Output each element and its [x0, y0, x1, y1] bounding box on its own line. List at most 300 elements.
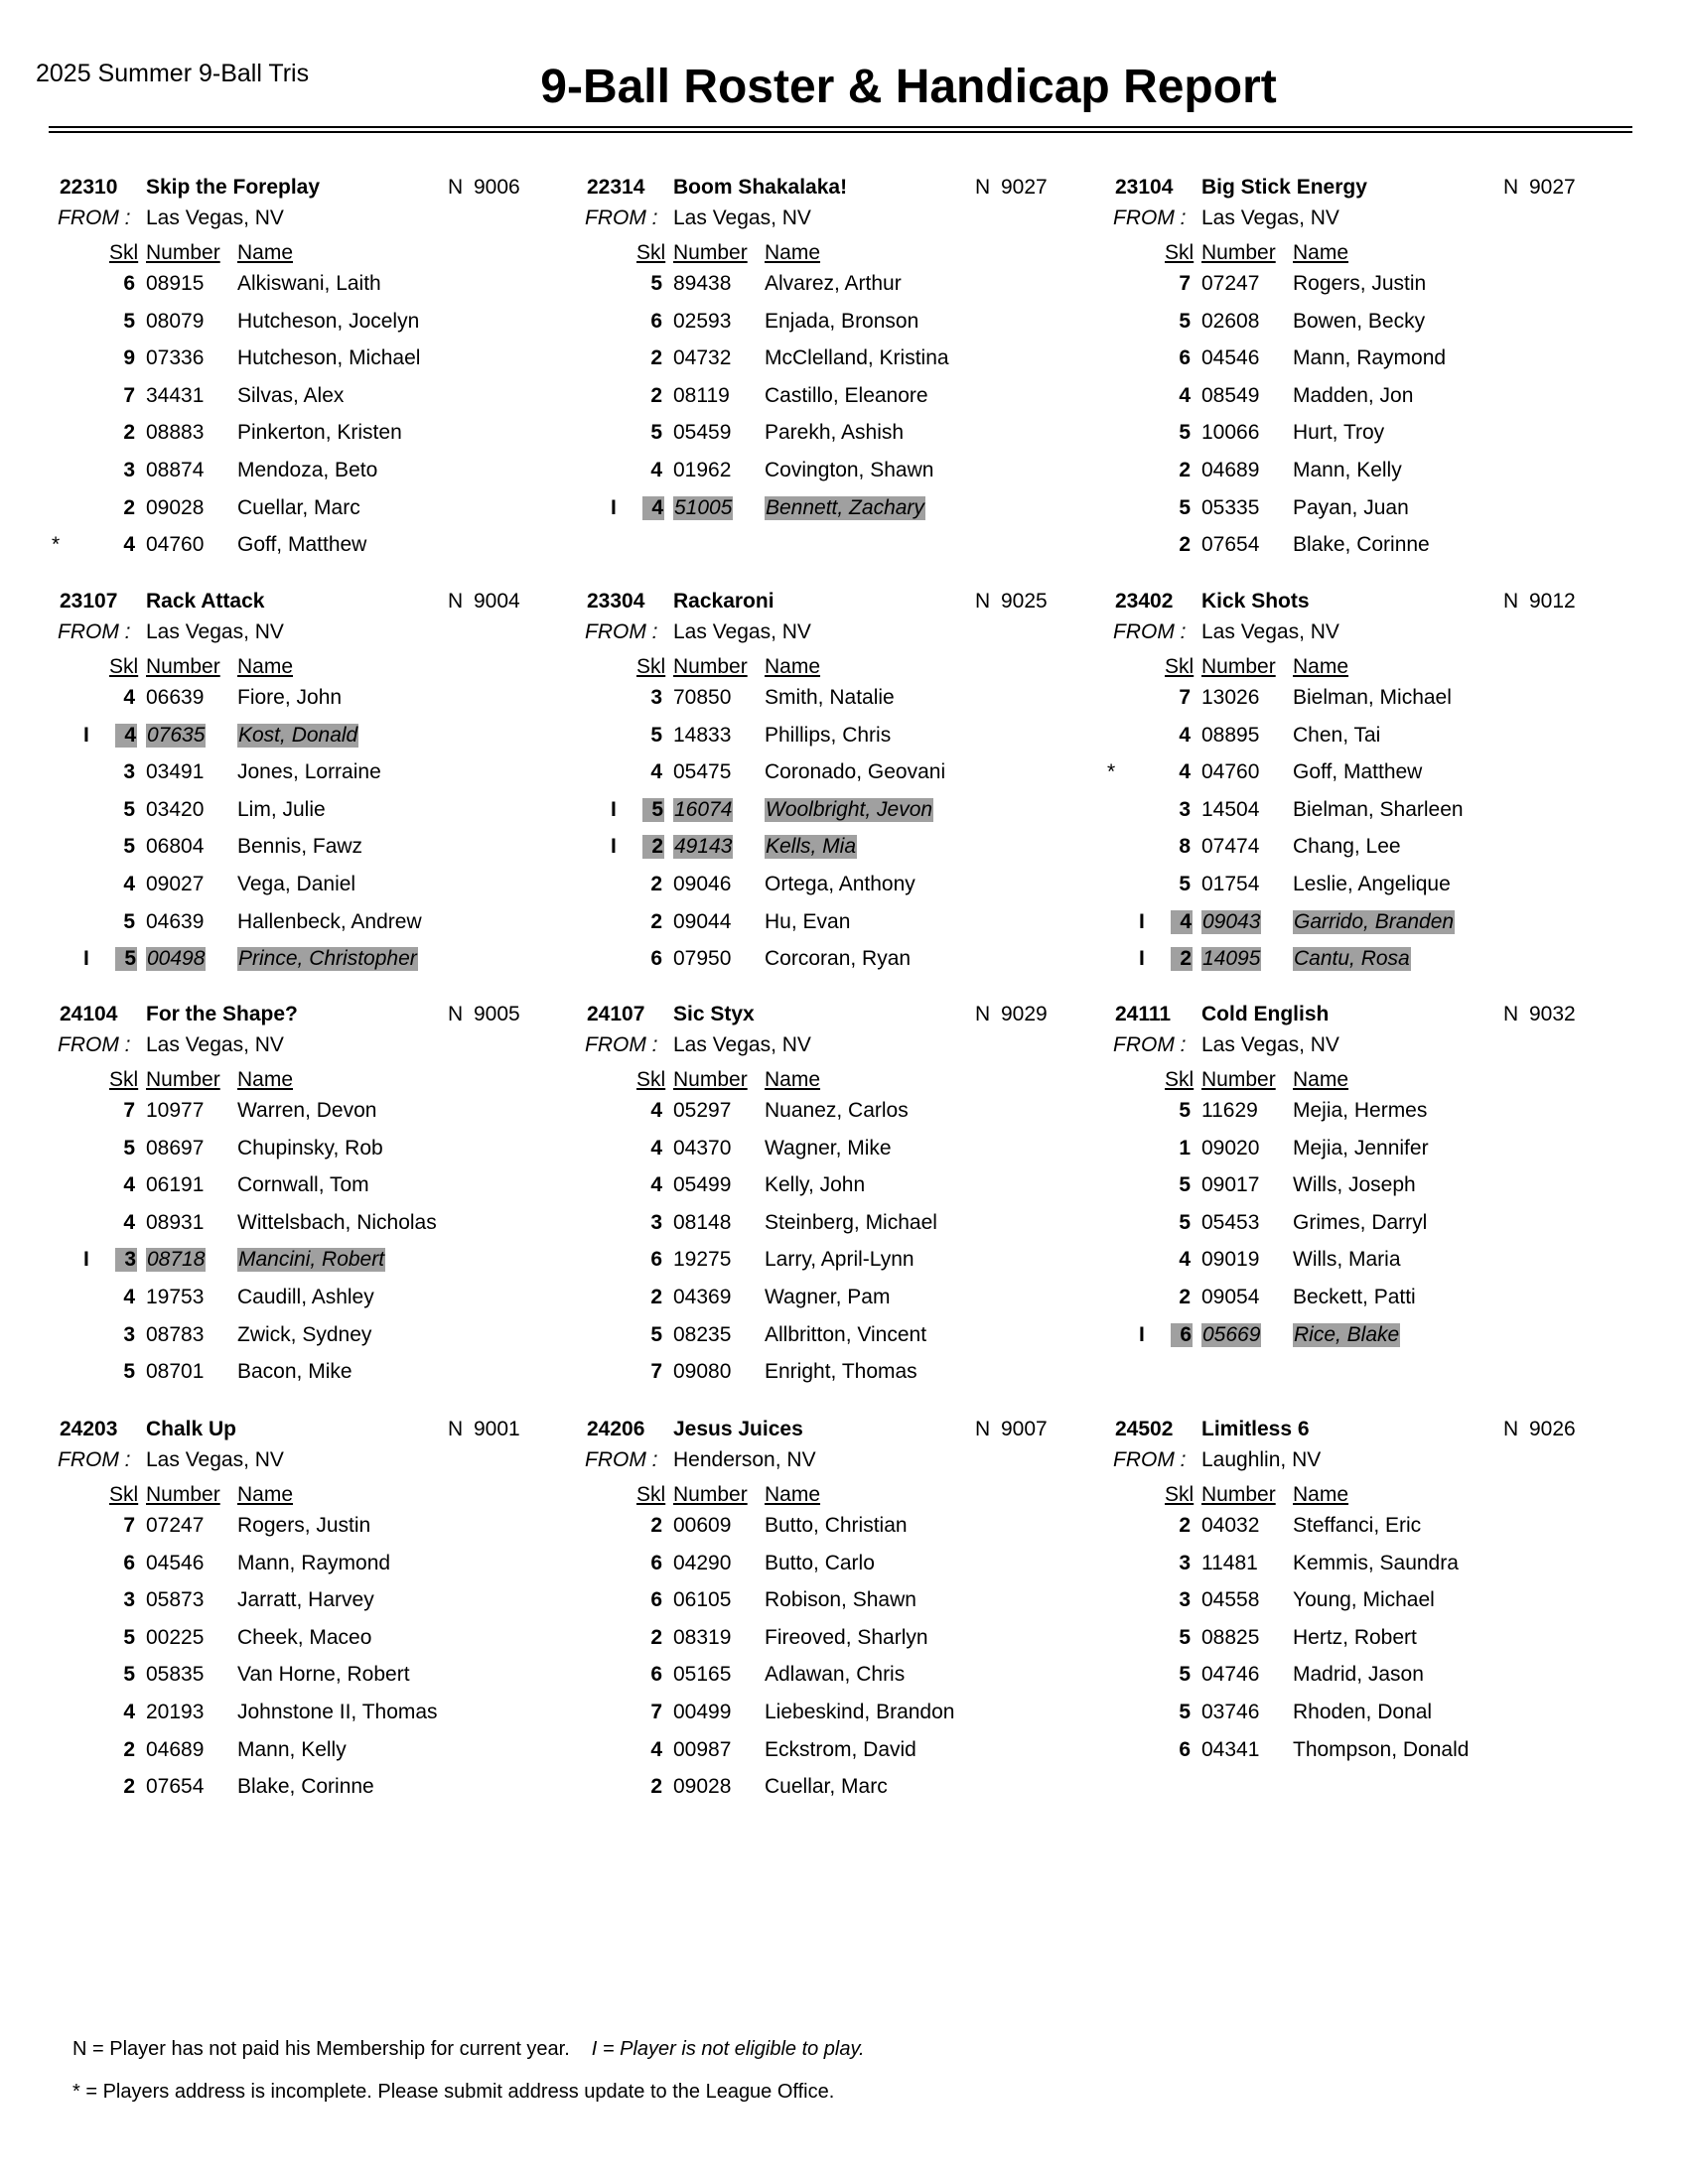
report-title: 9-Ball Roster & Handicap Report: [540, 61, 1277, 113]
number-column-header: Number: [673, 1068, 748, 1091]
ineligible-flag: I: [1139, 909, 1145, 933]
division-number: 9025: [1001, 590, 1048, 613]
player-number: 07247: [1201, 272, 1260, 295]
player-number: 07474: [1201, 835, 1260, 859]
player-name: Castillo, Eleanore: [765, 383, 928, 407]
player-number: 08783: [146, 1322, 205, 1346]
player-row: [1115, 1211, 1642, 1241]
player-row: [587, 1626, 1114, 1656]
player-number: 04558: [1201, 1588, 1260, 1612]
skill-level: 4: [650, 760, 662, 784]
player-number: 06191: [146, 1173, 205, 1197]
player-row: [1115, 272, 1642, 302]
skill-level: 5: [123, 309, 135, 333]
player-number: 05459: [673, 421, 732, 445]
skill-level: 3: [123, 459, 135, 481]
skill-column-header: Skl: [109, 655, 139, 678]
player-name: Butto, Christian: [765, 1514, 908, 1537]
skill-level: 5: [115, 947, 137, 971]
player-row: [60, 1626, 587, 1656]
skill-level: 7: [123, 1099, 135, 1122]
number-column-header: Number: [146, 241, 220, 264]
skill-level: 4: [642, 496, 664, 520]
player-row: [1115, 910, 1642, 940]
skill-level: 4: [650, 459, 662, 481]
player-row: [587, 1286, 1114, 1315]
player-name: Fireoved, Sharlyn: [765, 1625, 928, 1649]
player-row: [587, 947, 1114, 977]
skill-level: 2: [1179, 1514, 1191, 1537]
player-name: Liebeskind, Brandon: [765, 1701, 955, 1723]
player-row: [60, 686, 587, 716]
player-number: 09027: [146, 873, 205, 895]
number-column-header: Number: [673, 655, 748, 678]
i-legend: I = Player is not eligible to play.: [591, 2038, 865, 2060]
team-city: Las Vegas, NV: [673, 620, 811, 643]
player-number: 19275: [673, 1248, 732, 1272]
player-row: [1115, 1286, 1642, 1315]
team-block: [587, 590, 1114, 1004]
player-name: Kost, Donald: [238, 723, 358, 747]
player-name: Nuanez, Carlos: [765, 1099, 909, 1122]
player-row: [60, 1211, 587, 1241]
skill-level: 5: [123, 797, 135, 821]
player-number: 13026: [1201, 686, 1260, 709]
skill-level: 2: [650, 1514, 662, 1537]
skill-level: 4: [123, 873, 135, 895]
player-name: Wills, Joseph: [1293, 1173, 1416, 1197]
unpaid-flag: N: [448, 1418, 464, 1440]
player-number: 04546: [146, 1551, 205, 1574]
skill-column-header: Skl: [636, 241, 666, 264]
player-row: [1115, 346, 1642, 376]
player-name: Mendoza, Beto: [237, 459, 378, 481]
ineligible-flag: I: [83, 1248, 89, 1272]
division-number: 9007: [1001, 1418, 1048, 1440]
team-number: 24502: [1115, 1418, 1174, 1440]
player-name: Alkiswani, Laith: [237, 272, 381, 295]
player-number: 07654: [146, 1775, 205, 1799]
player-name: Pinkerton, Kristen: [237, 421, 402, 445]
player-name: Beckett, Patti: [1293, 1286, 1416, 1308]
player-number: 05475: [673, 760, 732, 784]
player-number: 04689: [1201, 459, 1260, 481]
player-row: [1115, 1738, 1642, 1768]
skill-level: 4: [123, 1210, 135, 1234]
player-name: Blake, Corinne: [237, 1775, 374, 1799]
skill-level: 2: [123, 1775, 135, 1799]
player-row: [60, 1775, 587, 1805]
player-number: 00498: [147, 947, 206, 971]
n-legend: N = Player has not paid his Membership for current year.: [72, 2038, 570, 2060]
skill-level: 4: [123, 1173, 135, 1197]
player-name: Cuellar, Marc: [237, 495, 360, 519]
player-row: [587, 910, 1114, 940]
player-number: 08701: [146, 1360, 205, 1384]
player-row: [587, 1738, 1114, 1768]
from-label: FROM :: [585, 1033, 658, 1056]
skill-level: 6: [650, 1588, 662, 1612]
player-row: [587, 760, 1114, 790]
player-number: 09044: [673, 909, 732, 933]
player-name: Payan, Juan: [1293, 495, 1409, 519]
player-name: Lim, Julie: [237, 797, 326, 821]
skill-level: 6: [650, 947, 662, 971]
player-name: Mancini, Robert: [238, 1248, 385, 1272]
skill-level: 3: [1179, 1588, 1191, 1612]
player-row: [1115, 1588, 1642, 1618]
player-name: Ortega, Anthony: [765, 873, 915, 895]
player-name: Hallenbeck, Andrew: [237, 909, 422, 933]
player-number: 09046: [673, 873, 732, 895]
player-number: 03420: [146, 797, 205, 821]
skill-level: 3: [1179, 1551, 1191, 1574]
player-number: 14095: [1202, 947, 1261, 971]
player-row: [1115, 1137, 1642, 1166]
player-name: Rogers, Justin: [1293, 272, 1427, 295]
player-number: 07247: [146, 1514, 205, 1537]
player-number: 06639: [146, 686, 205, 709]
division-number: 9005: [474, 1003, 520, 1025]
player-number: 09020: [1201, 1136, 1260, 1160]
player-row: [1115, 835, 1642, 865]
player-name: Young, Michael: [1293, 1588, 1435, 1612]
player-row: [1115, 1701, 1642, 1730]
skill-column-header: Skl: [1165, 655, 1195, 678]
skill-level: 2: [1179, 1286, 1191, 1308]
player-row: [587, 873, 1114, 902]
player-number: 08718: [147, 1248, 206, 1272]
player-row: [587, 1137, 1114, 1166]
player-row: [60, 1173, 587, 1203]
skill-level: 5: [650, 723, 662, 747]
player-name: Chen, Tai: [1293, 723, 1381, 747]
player-name: Thompson, Donald: [1293, 1737, 1470, 1761]
player-row: [60, 1323, 587, 1353]
player-name: Cuellar, Marc: [765, 1775, 888, 1799]
player-row: [1115, 1248, 1642, 1278]
skill-level: 5: [1179, 1099, 1191, 1122]
name-column-header: Name: [1293, 241, 1349, 264]
skill-level: 3: [1179, 797, 1191, 821]
team-city: Las Vegas, NV: [146, 1033, 284, 1056]
player-row: [60, 1360, 587, 1390]
skill-level: 5: [1179, 1701, 1191, 1723]
player-name: Phillips, Chris: [765, 723, 892, 747]
team-city: Las Vegas, NV: [146, 206, 284, 229]
player-number: 05335: [1201, 495, 1260, 519]
player-name: Prince, Christopher: [238, 947, 417, 971]
player-number: 04370: [673, 1136, 732, 1160]
team-number: 23104: [1115, 176, 1174, 199]
number-column-header: Number: [146, 1068, 220, 1091]
unpaid-flag: N: [975, 1418, 991, 1440]
player-name: Rice, Blake: [1294, 1322, 1400, 1346]
player-name: Enright, Thomas: [765, 1360, 917, 1384]
team-number: 24107: [587, 1003, 645, 1025]
player-number: 05669: [1202, 1322, 1261, 1346]
player-row: [1115, 724, 1642, 753]
skill-level: 2: [123, 1737, 135, 1761]
ineligible-flag: I: [611, 495, 617, 519]
player-name: Alvarez, Arthur: [765, 272, 902, 295]
player-number: 08874: [146, 459, 205, 481]
unpaid-flag: N: [975, 176, 991, 199]
player-row: [1115, 496, 1642, 526]
incomplete-address-flag: *: [1107, 760, 1116, 784]
player-name: Coronado, Geovani: [765, 760, 946, 784]
team-block: [587, 1003, 1114, 1417]
player-row: [60, 947, 587, 977]
team-name: Boom Shakalaka!: [673, 176, 848, 199]
player-name: Blake, Corinne: [1293, 533, 1430, 557]
player-number: 00225: [146, 1625, 205, 1649]
player-row: [60, 835, 587, 865]
player-name: Cornwall, Tom: [237, 1173, 369, 1197]
player-number: 05453: [1201, 1210, 1260, 1234]
player-row: [1115, 947, 1642, 977]
team-city: Las Vegas, NV: [673, 206, 811, 229]
team-city: Las Vegas, NV: [1201, 620, 1339, 643]
player-row: [587, 496, 1114, 526]
player-name: Zwick, Sydney: [237, 1322, 372, 1346]
skill-level: 2: [650, 1625, 662, 1649]
player-row: [60, 1286, 587, 1315]
player-row: [587, 1211, 1114, 1241]
player-number: 08931: [146, 1210, 205, 1234]
skill-level: 6: [123, 1551, 135, 1574]
player-number: 04341: [1201, 1737, 1260, 1761]
player-row: [587, 1552, 1114, 1581]
player-name: Steffanci, Eric: [1293, 1514, 1422, 1537]
header-divider: [49, 131, 1632, 133]
player-number: 00609: [673, 1514, 732, 1537]
player-name: Wittelsbach, Nicholas: [237, 1210, 437, 1234]
skill-level: 2: [123, 421, 135, 445]
player-number: 08319: [673, 1625, 732, 1649]
from-label: FROM :: [58, 206, 131, 229]
player-row: [587, 272, 1114, 302]
player-name: Adlawan, Chris: [765, 1663, 906, 1687]
player-number: 08895: [1201, 723, 1260, 747]
player-row: [60, 421, 587, 451]
team-block: [60, 590, 587, 1004]
player-number: 04732: [673, 346, 732, 370]
team-name: Jesus Juices: [673, 1418, 803, 1440]
skill-level: 7: [1179, 272, 1191, 295]
player-row: [587, 384, 1114, 414]
header-divider: [49, 126, 1632, 128]
player-row: [60, 272, 587, 302]
player-row: [587, 346, 1114, 376]
number-column-header: Number: [673, 1483, 748, 1506]
player-row: [60, 724, 587, 753]
unpaid-flag: N: [975, 590, 991, 613]
from-label: FROM :: [58, 1033, 131, 1056]
player-name: Cheek, Maceo: [237, 1625, 372, 1649]
player-number: 08148: [673, 1210, 732, 1234]
player-number: 04369: [673, 1286, 732, 1308]
player-name: Grimes, Darryl: [1293, 1210, 1428, 1234]
team-name: Cold English: [1201, 1003, 1330, 1025]
from-label: FROM :: [58, 620, 131, 643]
player-name: Caudill, Ashley: [237, 1286, 374, 1308]
player-row: [587, 1701, 1114, 1730]
footer-legend-line-1: [72, 2038, 865, 2061]
skill-level: 2: [650, 1775, 662, 1799]
player-name: Kelly, John: [765, 1173, 866, 1197]
player-name: Goff, Matthew: [237, 533, 367, 557]
player-name: Eckstrom, David: [765, 1737, 916, 1761]
division-number: 9004: [474, 590, 520, 613]
skill-level: 4: [115, 724, 137, 748]
season-name: 2025 Summer 9-Ball Tris: [36, 60, 310, 87]
skill-level: 2: [650, 346, 662, 370]
player-number: 10977: [146, 1099, 205, 1122]
name-column-header: Name: [237, 241, 294, 264]
from-label: FROM :: [1113, 1448, 1187, 1471]
player-row: [587, 686, 1114, 716]
player-number: 01962: [673, 459, 732, 481]
player-number: 06105: [673, 1588, 732, 1612]
player-number: 08119: [673, 383, 730, 407]
unpaid-flag: N: [448, 590, 464, 613]
skill-level: 5: [123, 1663, 135, 1687]
skill-level: 6: [1179, 346, 1191, 370]
player-row: [1115, 1323, 1642, 1353]
player-row: [587, 1663, 1114, 1693]
player-row: [1115, 421, 1642, 451]
name-column-header: Name: [765, 1483, 821, 1506]
skill-level: 4: [650, 1737, 662, 1761]
team-block: [1115, 176, 1642, 590]
player-name: Silvas, Alex: [237, 383, 345, 407]
from-label: FROM :: [585, 1448, 658, 1471]
player-number: 04760: [146, 533, 205, 557]
unpaid-flag: N: [1503, 590, 1519, 613]
player-number: 08825: [1201, 1625, 1260, 1649]
skill-level: 3: [650, 686, 662, 709]
skill-column-header: Skl: [1165, 1483, 1195, 1506]
player-row: [60, 384, 587, 414]
skill-level: 5: [123, 835, 135, 859]
team-name: Skip the Foreplay: [146, 176, 321, 199]
player-number: 11481: [1201, 1551, 1258, 1574]
unpaid-flag: N: [1503, 1003, 1519, 1025]
player-name: Bennett, Zachary: [766, 495, 924, 519]
name-column-header: Name: [765, 241, 821, 264]
skill-level: 5: [123, 1136, 135, 1160]
name-column-header: Name: [765, 655, 821, 678]
player-row: [1115, 310, 1642, 340]
team-block: [60, 1418, 587, 1832]
team-block: [587, 176, 1114, 590]
division-number: 9027: [1001, 176, 1048, 199]
player-row: [60, 1552, 587, 1581]
skill-level: 2: [1171, 947, 1193, 971]
skill-level: 2: [1179, 459, 1191, 481]
star-legend: * = Players address is incomplete. Please submit address update to the League Office.: [72, 2081, 835, 2103]
player-name: Larry, April-Lynn: [765, 1248, 914, 1272]
player-name: Mann, Raymond: [237, 1551, 391, 1574]
player-name: Steinberg, Michael: [765, 1210, 937, 1234]
player-row: [587, 310, 1114, 340]
skill-level: 4: [123, 686, 135, 709]
team-number: 24111: [1115, 1003, 1172, 1025]
skill-level: 6: [650, 1248, 662, 1272]
player-name: Rogers, Justin: [237, 1514, 371, 1537]
skill-level: 4: [650, 1099, 662, 1122]
player-row: [60, 1738, 587, 1768]
player-row: [587, 1323, 1114, 1353]
from-label: FROM :: [1113, 1033, 1187, 1056]
team-name: Sic Styx: [673, 1003, 755, 1025]
player-name: Vega, Daniel: [237, 873, 356, 895]
skill-column-header: Skl: [636, 655, 666, 678]
player-number: 11629: [1201, 1099, 1258, 1122]
skill-level: 4: [1179, 760, 1191, 784]
ineligible-flag: I: [1139, 947, 1145, 971]
name-column-header: Name: [237, 1068, 294, 1091]
player-row: [587, 798, 1114, 828]
player-name: Enjada, Bronson: [765, 309, 919, 333]
player-number: 04290: [673, 1551, 732, 1574]
skill-level: 7: [650, 1360, 662, 1384]
player-name: Jarratt, Harvey: [237, 1588, 374, 1612]
player-row: [587, 1360, 1114, 1390]
skill-level: 6: [1171, 1323, 1193, 1347]
player-number: 06804: [146, 835, 205, 859]
skill-level: 5: [1179, 1625, 1191, 1649]
player-number: 08549: [1201, 383, 1260, 407]
player-row: [52, 533, 587, 563]
player-row: [587, 835, 1114, 865]
player-row: [60, 910, 587, 940]
player-number: 04746: [1201, 1663, 1260, 1687]
skill-level: 6: [123, 272, 135, 295]
player-number: 14504: [1201, 797, 1260, 821]
player-number: 07635: [147, 723, 206, 747]
team-block: [587, 1418, 1114, 1832]
name-column-header: Name: [1293, 655, 1349, 678]
ineligible-flag: I: [83, 947, 89, 971]
player-number: 08883: [146, 421, 205, 445]
division-number: 9001: [474, 1418, 520, 1440]
skill-level: 7: [123, 383, 135, 407]
player-row: [1115, 798, 1642, 828]
player-row: [60, 1701, 587, 1730]
team-number: 22310: [60, 176, 118, 199]
player-row: [1115, 459, 1642, 488]
unpaid-flag: N: [448, 1003, 464, 1025]
name-column-header: Name: [1293, 1068, 1349, 1091]
team-number: 24203: [60, 1418, 118, 1440]
division-number: 9006: [474, 176, 520, 199]
player-name: Chang, Lee: [1293, 835, 1401, 859]
player-number: 00499: [673, 1701, 732, 1723]
team-city: Las Vegas, NV: [146, 1448, 284, 1471]
player-row: [60, 873, 587, 902]
number-column-header: Number: [1201, 1068, 1276, 1091]
player-name: Covington, Shawn: [765, 459, 934, 481]
player-number: 02593: [673, 309, 732, 333]
player-name: Leslie, Angelique: [1293, 873, 1451, 895]
player-row: [60, 310, 587, 340]
skill-column-header: Skl: [1165, 1068, 1195, 1091]
skill-level: 2: [650, 1286, 662, 1308]
player-number: 04689: [146, 1737, 205, 1761]
player-row: [60, 1248, 587, 1278]
